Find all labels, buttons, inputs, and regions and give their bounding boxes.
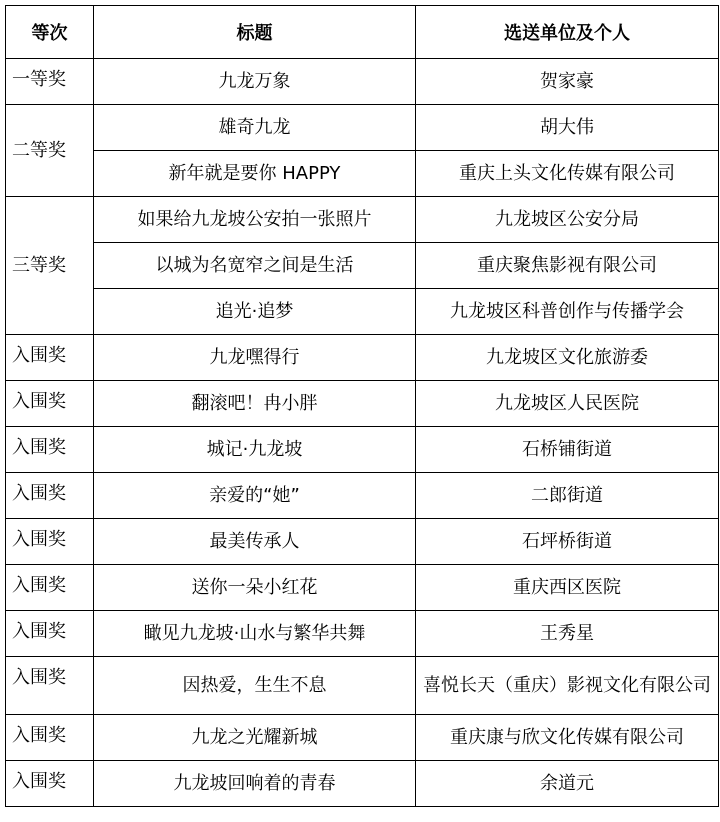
- table-row: [6, 289, 719, 335]
- title-cell: 翻滚吧！冉小胖: [94, 381, 416, 427]
- rank-cell: 二等奖: [6, 105, 94, 197]
- title-cell: 九龙坡回响着的青春: [94, 761, 416, 807]
- rank-cell: 入围奖: [6, 335, 94, 381]
- rank-cell: 入围奖: [6, 427, 94, 473]
- table-row: [6, 197, 719, 243]
- rank-cell: 入围奖: [6, 657, 94, 715]
- rank-cell: 入围奖: [6, 473, 94, 519]
- rank-cell: 入围奖: [6, 715, 94, 761]
- title-cell: 九龙嘿得行: [94, 335, 416, 381]
- title-cell: 九龙之光耀新城: [94, 715, 416, 761]
- title-cell: 最美传承人: [94, 519, 416, 565]
- unit-cell: 石坪桥街道: [416, 519, 719, 565]
- rank-cell: 入围奖: [6, 611, 94, 657]
- unit-cell: 王秀星: [416, 611, 719, 657]
- table-row: [6, 335, 719, 381]
- rank-cell: 三等奖: [6, 197, 94, 335]
- title-cell: 送你一朵小红花: [94, 565, 416, 611]
- header-title: 标题: [94, 6, 416, 59]
- table-row: [6, 473, 719, 519]
- unit-cell: 石桥铺街道: [416, 427, 719, 473]
- unit-cell: 九龙坡区公安分局: [416, 197, 719, 243]
- unit-cell: 贺家豪: [416, 59, 719, 105]
- table-row: [6, 59, 719, 105]
- title-cell: 如果给九龙坡公安拍一张照片: [94, 197, 416, 243]
- unit-cell: 重庆上头文化传媒有限公司: [416, 151, 719, 197]
- unit-cell: 重庆康与欣文化传媒有限公司: [416, 715, 719, 761]
- table-row: [6, 519, 719, 565]
- title-cell: 追光·追梦: [94, 289, 416, 335]
- unit-cell: 余道元: [416, 761, 719, 807]
- title-cell: 九龙万象: [94, 59, 416, 105]
- unit-cell: 喜悦长天（重庆）影视文化有限公司: [416, 657, 719, 715]
- title-cell: 以城为名宽窄之间是生活: [94, 243, 416, 289]
- table-row: [6, 565, 719, 611]
- table-row: [6, 761, 719, 807]
- header-row: [6, 6, 719, 59]
- table-row: [6, 243, 719, 289]
- rank-cell: 入围奖: [6, 565, 94, 611]
- table-row: [6, 151, 719, 197]
- awards-table: [5, 5, 719, 807]
- unit-cell: 九龙坡区人民医院: [416, 381, 719, 427]
- header-unit: 选送单位及个人: [416, 6, 719, 59]
- rank-cell: 入围奖: [6, 761, 94, 807]
- title-cell: 瞰见九龙坡·山水与繁华共舞: [94, 611, 416, 657]
- table-row: [6, 657, 719, 715]
- unit-cell: 胡大伟: [416, 105, 719, 151]
- rank-cell: 入围奖: [6, 381, 94, 427]
- table-row: [6, 611, 719, 657]
- title-cell: 亲爱的“她”: [94, 473, 416, 519]
- unit-cell: 九龙坡区科普创作与传播学会: [416, 289, 719, 335]
- title-cell: 雄奇九龙: [94, 105, 416, 151]
- title-cell: 因热爱，生生不息: [94, 657, 416, 715]
- unit-cell: 二郎街道: [416, 473, 719, 519]
- title-cell: 城记·九龙坡: [94, 427, 416, 473]
- rank-cell: 一等奖: [6, 59, 94, 105]
- unit-cell: 重庆聚焦影视有限公司: [416, 243, 719, 289]
- title-cell: 新年就是要你 HAPPY: [94, 151, 416, 197]
- unit-cell: 九龙坡区文化旅游委: [416, 335, 719, 381]
- header-rank: 等次: [6, 6, 94, 59]
- table-row: [6, 105, 719, 151]
- unit-cell: 重庆西区医院: [416, 565, 719, 611]
- rank-cell: 入围奖: [6, 519, 94, 565]
- table-row: [6, 715, 719, 761]
- table-row: [6, 381, 719, 427]
- table-row: [6, 427, 719, 473]
